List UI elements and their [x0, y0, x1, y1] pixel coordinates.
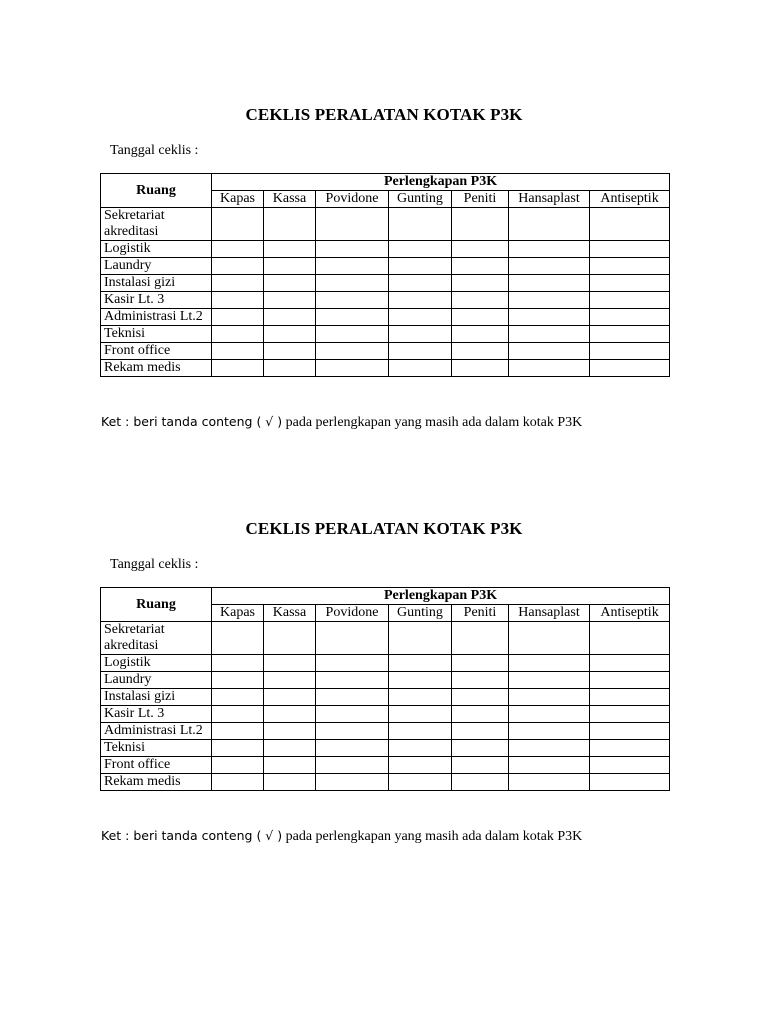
check-cell[interactable] — [452, 706, 509, 723]
room-name: Rekam medis — [101, 360, 212, 377]
check-cell[interactable] — [509, 723, 590, 740]
form-title: CEKLIS PERALATAN KOTAK P3K — [245, 105, 523, 124]
check-cell[interactable] — [509, 706, 590, 723]
check-cell[interactable] — [316, 622, 389, 655]
check-cell[interactable] — [452, 326, 509, 343]
check-cell[interactable] — [316, 343, 389, 360]
check-cell[interactable] — [452, 774, 509, 791]
check-cell[interactable] — [590, 655, 670, 672]
check-cell[interactable] — [316, 757, 389, 774]
check-cell[interactable] — [212, 275, 264, 292]
check-cell[interactable] — [590, 672, 670, 689]
table-row — [101, 689, 670, 706]
check-cell[interactable] — [264, 343, 316, 360]
room-name: Laundry — [101, 258, 212, 275]
check-cell[interactable] — [590, 360, 670, 377]
check-cell[interactable] — [452, 208, 509, 241]
table-row — [101, 292, 670, 309]
check-cell[interactable] — [452, 360, 509, 377]
check-cell[interactable] — [212, 326, 264, 343]
check-cell[interactable] — [316, 723, 389, 740]
room-name: Front office — [101, 343, 212, 360]
room-name: Administrasi Lt.2 — [101, 309, 212, 326]
check-cell[interactable] — [316, 655, 389, 672]
check-cell[interactable] — [452, 740, 509, 757]
check-cell[interactable] — [590, 343, 670, 360]
check-cell[interactable] — [590, 622, 670, 655]
check-cell[interactable] — [264, 655, 316, 672]
check-cell[interactable] — [452, 672, 509, 689]
table-row — [101, 672, 670, 689]
check-cell[interactable] — [264, 326, 316, 343]
check-cell[interactable] — [509, 343, 590, 360]
check-cell[interactable] — [509, 740, 590, 757]
check-cell[interactable] — [590, 258, 670, 275]
check-cell[interactable] — [212, 343, 264, 360]
checklist-table — [100, 587, 670, 791]
date-label: Tanggal ceklis : — [110, 557, 199, 572]
room-name: Administrasi Lt.2 — [101, 723, 212, 740]
check-cell[interactable] — [389, 622, 452, 655]
check-cell[interactable] — [316, 326, 389, 343]
check-cell[interactable] — [212, 309, 264, 326]
checklist-form-1 — [0, 0, 768, 430]
column-header-peniti: Peniti — [452, 605, 509, 622]
check-cell[interactable] — [212, 655, 264, 672]
check-cell[interactable] — [212, 258, 264, 275]
table-row — [101, 622, 670, 655]
column-header-povidone: Povidone — [316, 605, 389, 622]
check-cell[interactable] — [389, 655, 452, 672]
room-name: Rekam medis — [101, 774, 212, 791]
check-cell[interactable] — [509, 757, 590, 774]
table-row — [101, 360, 670, 377]
table-row — [101, 309, 670, 326]
table-row — [101, 258, 670, 275]
room-name: Logistik — [101, 241, 212, 258]
check-cell[interactable] — [316, 208, 389, 241]
check-cell[interactable] — [509, 292, 590, 309]
column-header-antiseptik: Antiseptik — [590, 605, 670, 622]
table-row — [101, 774, 670, 791]
column-header-hansaplast: Hansaplast — [509, 605, 590, 622]
check-cell[interactable] — [509, 672, 590, 689]
check-cell[interactable] — [452, 258, 509, 275]
table-row — [101, 706, 670, 723]
check-cell[interactable] — [316, 258, 389, 275]
room-column-header: Ruang — [101, 174, 212, 208]
note-text: pada perlengkapan yang masih ada dalam kotak P3K — [285, 415, 583, 430]
check-cell[interactable] — [389, 740, 452, 757]
check-cell[interactable] — [389, 343, 452, 360]
table-row — [101, 655, 670, 672]
table-row — [101, 241, 670, 258]
check-cell[interactable] — [212, 292, 264, 309]
room-name: Front office — [101, 757, 212, 774]
check-cell[interactable] — [316, 706, 389, 723]
check-cell[interactable] — [452, 241, 509, 258]
column-header-kassa: Kassa — [264, 191, 316, 208]
check-cell[interactable] — [212, 757, 264, 774]
check-cell[interactable] — [452, 655, 509, 672]
note-text: pada perlengkapan yang masih ada dalam kotak P3K — [285, 829, 583, 844]
checklist-form-2 — [0, 414, 768, 844]
room-name: Logistik — [101, 655, 212, 672]
check-cell[interactable] — [389, 757, 452, 774]
check-cell[interactable] — [452, 689, 509, 706]
room-name: Instalasi gizi — [101, 275, 212, 292]
check-cell[interactable] — [509, 258, 590, 275]
check-cell[interactable] — [452, 343, 509, 360]
check-cell[interactable] — [316, 292, 389, 309]
check-cell[interactable] — [590, 689, 670, 706]
check-cell[interactable] — [316, 689, 389, 706]
column-header-hansaplast: Hansaplast — [509, 191, 590, 208]
column-header-gunting: Gunting — [389, 191, 452, 208]
check-cell[interactable] — [452, 275, 509, 292]
note-prefix: Ket : beri tanda conteng ( √ ) — [101, 414, 283, 429]
check-cell[interactable] — [509, 774, 590, 791]
check-cell[interactable] — [389, 689, 452, 706]
check-cell[interactable] — [389, 774, 452, 791]
check-cell[interactable] — [509, 309, 590, 326]
check-cell[interactable] — [590, 740, 670, 757]
check-cell[interactable] — [590, 241, 670, 258]
column-header-povidone: Povidone — [316, 191, 389, 208]
checklist-table — [100, 173, 670, 377]
check-cell[interactable] — [316, 740, 389, 757]
check-cell[interactable] — [590, 275, 670, 292]
check-cell[interactable] — [316, 360, 389, 377]
check-cell[interactable] — [389, 241, 452, 258]
check-cell[interactable] — [590, 774, 670, 791]
table-row — [101, 275, 670, 292]
check-cell[interactable] — [264, 258, 316, 275]
check-cell[interactable] — [389, 706, 452, 723]
check-cell[interactable] — [389, 360, 452, 377]
check-cell[interactable] — [509, 326, 590, 343]
equipment-group-header: Perlengkapan P3K — [212, 588, 670, 605]
date-label: Tanggal ceklis : — [110, 143, 199, 158]
check-cell[interactable] — [264, 241, 316, 258]
check-cell[interactable] — [509, 622, 590, 655]
check-cell[interactable] — [452, 292, 509, 309]
check-cell[interactable] — [212, 672, 264, 689]
note-prefix: Ket : beri tanda conteng ( √ ) — [101, 828, 283, 843]
check-cell[interactable] — [316, 309, 389, 326]
check-cell[interactable] — [452, 757, 509, 774]
check-cell[interactable] — [212, 360, 264, 377]
check-cell[interactable] — [509, 275, 590, 292]
check-cell[interactable] — [212, 740, 264, 757]
check-cell[interactable] — [590, 706, 670, 723]
room-name: Kasir Lt. 3 — [101, 706, 212, 723]
check-cell[interactable] — [264, 309, 316, 326]
check-cell[interactable] — [316, 672, 389, 689]
table-row — [101, 723, 670, 740]
form-title: CEKLIS PERALATAN KOTAK P3K — [245, 519, 523, 538]
check-cell[interactable] — [212, 689, 264, 706]
check-cell[interactable] — [389, 208, 452, 241]
check-cell[interactable] — [389, 309, 452, 326]
table-row — [101, 343, 670, 360]
check-cell[interactable] — [590, 326, 670, 343]
check-cell[interactable] — [316, 275, 389, 292]
check-cell[interactable] — [509, 655, 590, 672]
check-cell[interactable] — [264, 672, 316, 689]
check-cell[interactable] — [389, 672, 452, 689]
column-header-gunting: Gunting — [389, 605, 452, 622]
check-cell[interactable] — [509, 241, 590, 258]
room-column-header: Ruang — [101, 588, 212, 622]
check-cell[interactable] — [590, 757, 670, 774]
check-cell[interactable] — [590, 309, 670, 326]
table-row — [101, 326, 670, 343]
column-header-kassa: Kassa — [264, 605, 316, 622]
checklist-note — [101, 827, 582, 846]
check-cell[interactable] — [590, 723, 670, 740]
room-name: Teknisi — [101, 740, 212, 757]
check-cell[interactable] — [509, 689, 590, 706]
check-cell[interactable] — [264, 275, 316, 292]
check-cell[interactable] — [590, 292, 670, 309]
check-cell[interactable] — [264, 774, 316, 791]
check-cell[interactable] — [389, 723, 452, 740]
check-cell[interactable] — [316, 774, 389, 791]
check-cell[interactable] — [212, 622, 264, 655]
check-cell[interactable] — [212, 706, 264, 723]
check-cell[interactable] — [264, 689, 316, 706]
room-name: Teknisi — [101, 326, 212, 343]
check-cell[interactable] — [264, 706, 316, 723]
check-cell[interactable] — [264, 292, 316, 309]
column-header-peniti: Peniti — [452, 191, 509, 208]
check-cell[interactable] — [452, 723, 509, 740]
equipment-group-header: Perlengkapan P3K — [212, 174, 670, 191]
check-cell[interactable] — [264, 622, 316, 655]
check-cell[interactable] — [452, 622, 509, 655]
check-cell[interactable] — [316, 241, 389, 258]
check-cell[interactable] — [264, 208, 316, 241]
check-cell[interactable] — [389, 326, 452, 343]
check-cell[interactable] — [212, 241, 264, 258]
table-row — [101, 757, 670, 774]
column-header-kapas: Kapas — [212, 605, 264, 622]
check-cell[interactable] — [509, 208, 590, 241]
check-cell[interactable] — [212, 723, 264, 740]
check-cell[interactable] — [212, 774, 264, 791]
column-header-kapas: Kapas — [212, 191, 264, 208]
table-row — [101, 208, 670, 241]
check-cell[interactable] — [264, 740, 316, 757]
check-cell[interactable] — [389, 258, 452, 275]
column-header-antiseptik: Antiseptik — [590, 191, 670, 208]
table-row — [101, 740, 670, 757]
check-cell[interactable] — [389, 292, 452, 309]
room-name: Instalasi gizi — [101, 689, 212, 706]
room-name: Laundry — [101, 672, 212, 689]
check-cell[interactable] — [590, 208, 670, 241]
check-cell[interactable] — [509, 360, 590, 377]
room-name: Sekretariat akreditasi — [101, 622, 212, 655]
check-cell[interactable] — [389, 275, 452, 292]
room-name: Sekretariat akreditasi — [101, 208, 212, 241]
check-cell[interactable] — [264, 723, 316, 740]
room-name: Kasir Lt. 3 — [101, 292, 212, 309]
check-cell[interactable] — [264, 360, 316, 377]
check-cell[interactable] — [212, 208, 264, 241]
check-cell[interactable] — [264, 757, 316, 774]
check-cell[interactable] — [452, 309, 509, 326]
